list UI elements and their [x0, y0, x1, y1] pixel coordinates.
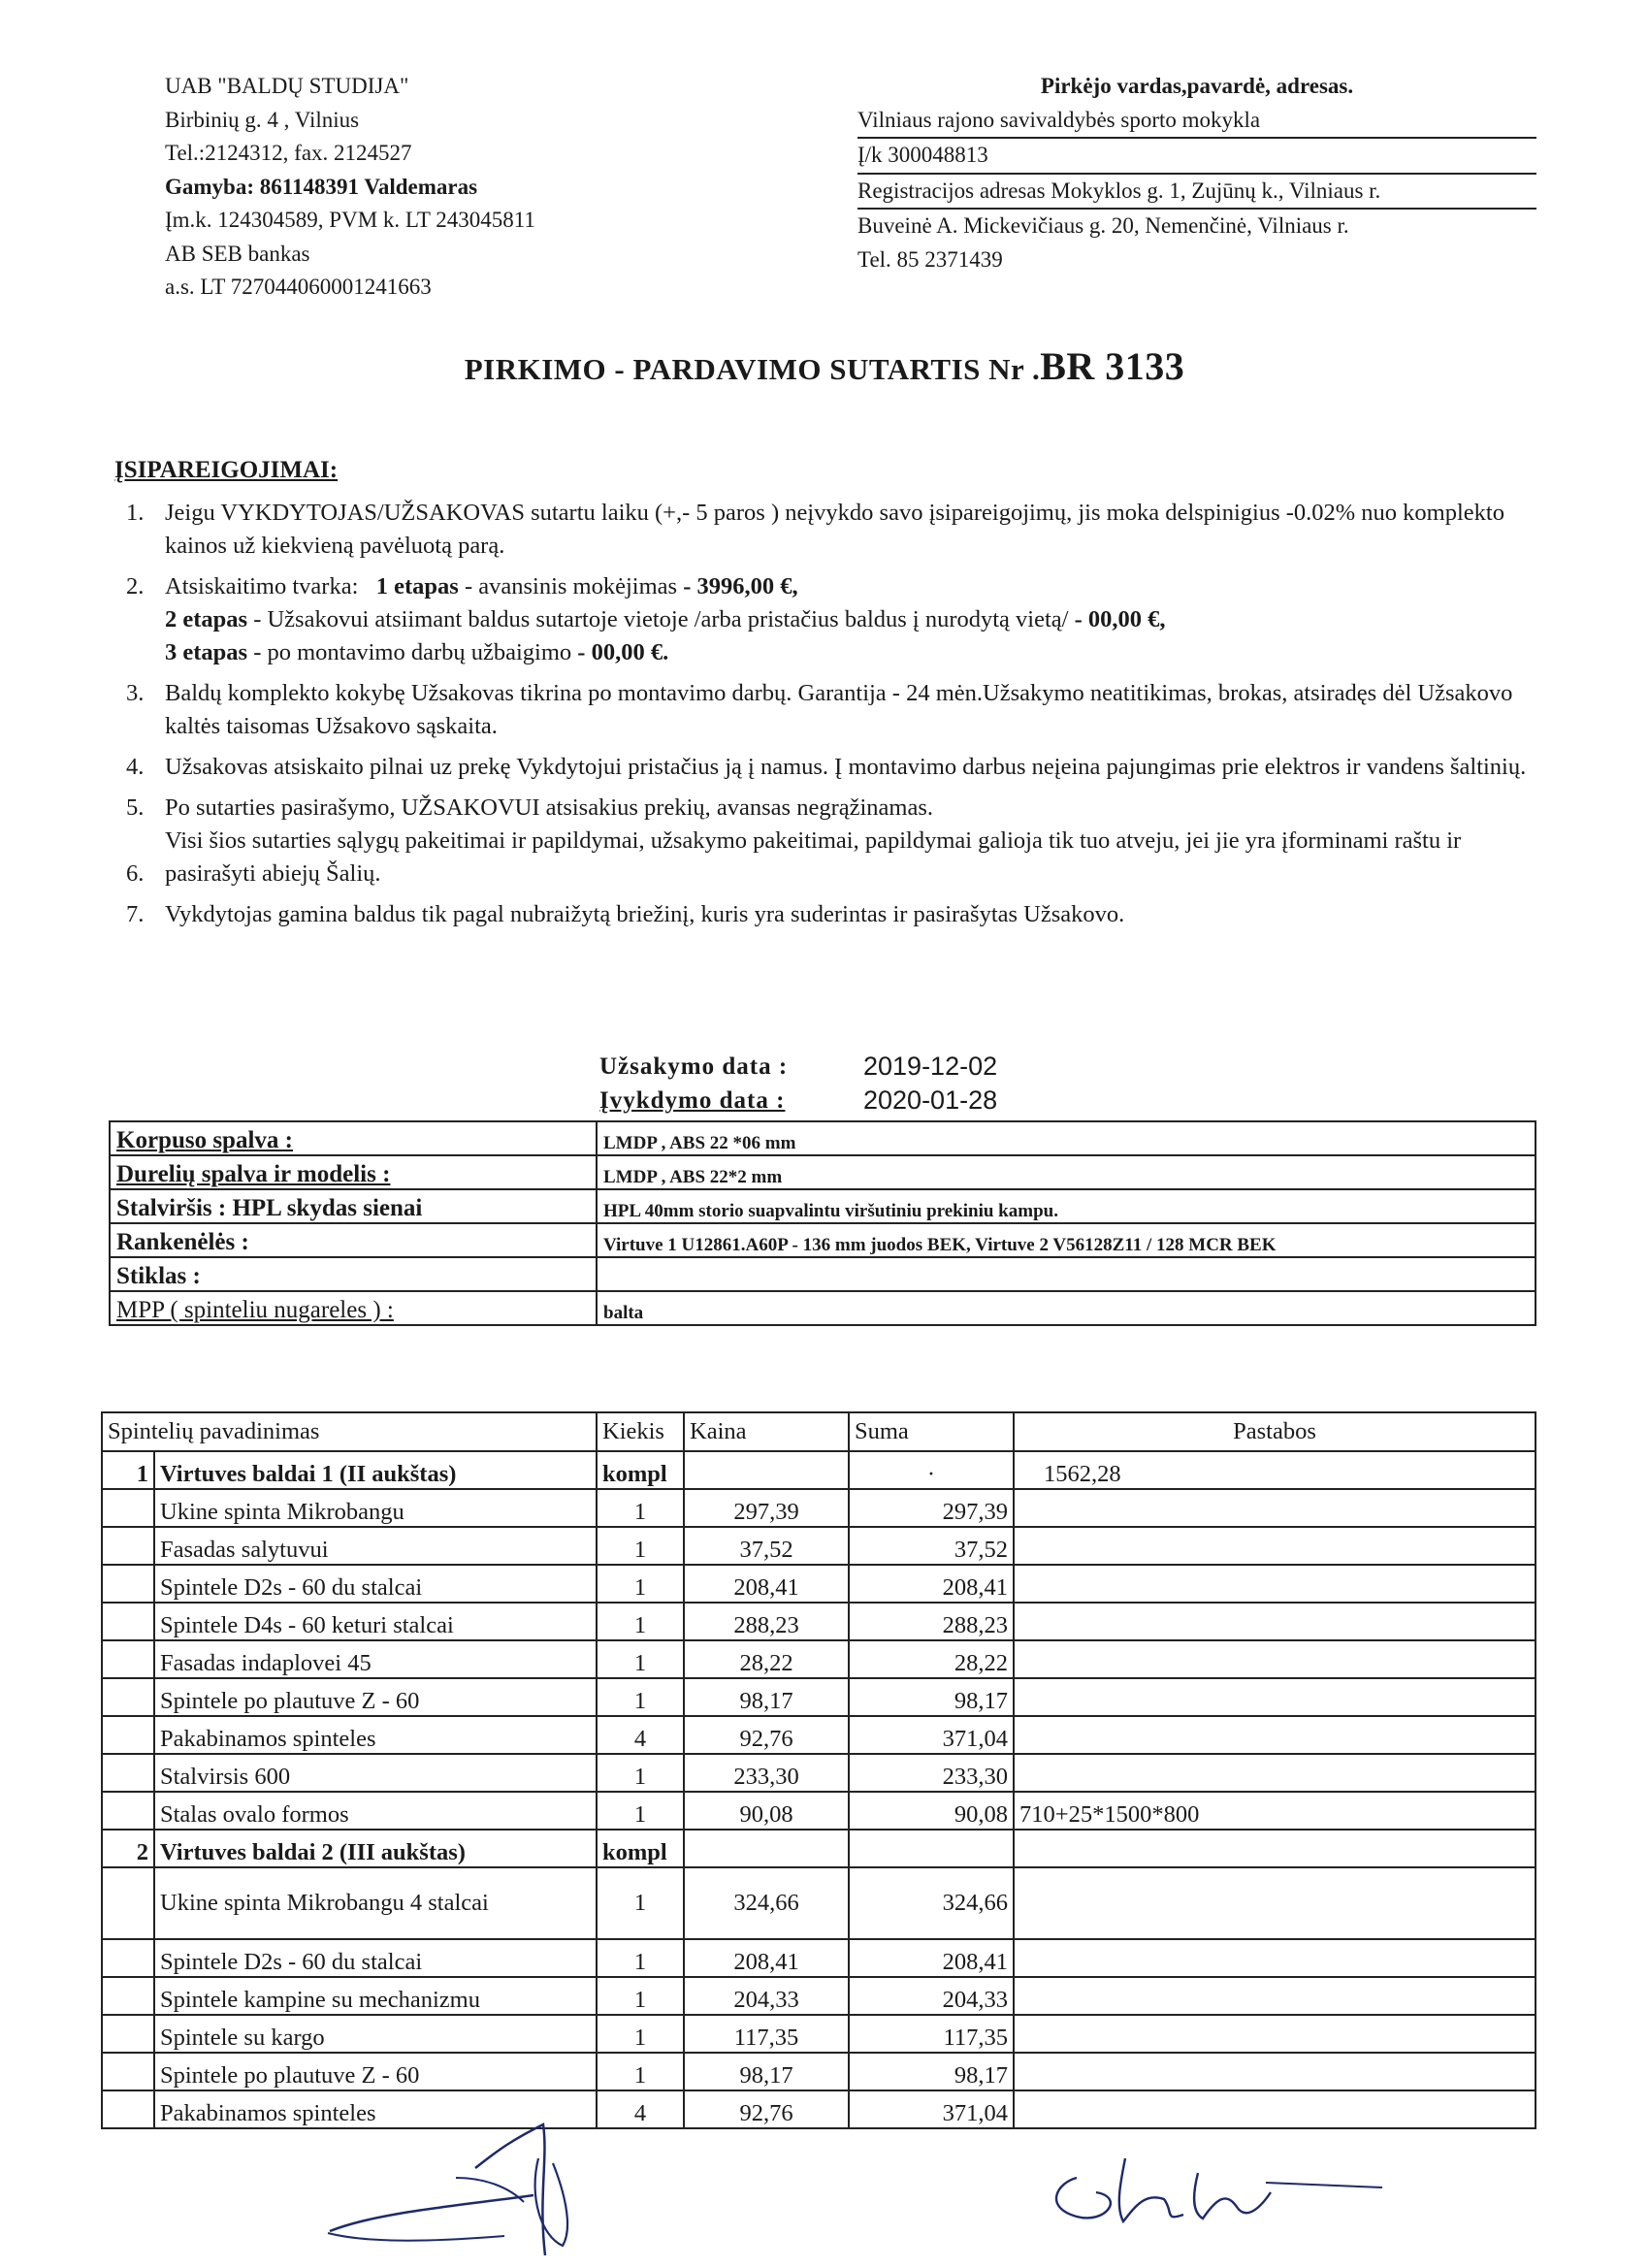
obligation-item: 5. Po sutarties pasirašymo, UŽSAKOVUI atsisakius prekių, avansas negrąžinamas.	[126, 794, 934, 821]
item-price: 28,22	[684, 1640, 849, 1678]
group-sum: ·	[849, 1451, 1014, 1489]
item-note	[1014, 1527, 1536, 1565]
obligations-list	[114, 497, 1550, 939]
row-number	[102, 1678, 154, 1716]
item-qty: 1	[597, 1754, 684, 1792]
item-sum: 117,35	[849, 2015, 1014, 2053]
seller-info	[165, 70, 535, 305]
row-number	[102, 1603, 154, 1640]
item-price: 98,17	[684, 2053, 849, 2090]
item-name: Fasadas indaplovei 45	[154, 1640, 597, 1678]
group-row	[102, 1830, 1536, 1867]
item-name: Ukine spinta Mikrobangu	[154, 1489, 597, 1527]
item-note	[1014, 1603, 1536, 1640]
seller-account: a.s. LT 727044060001241663	[165, 275, 432, 299]
item-note: 710+25*1500*800	[1014, 1792, 1536, 1830]
group-qty: kompl	[597, 1830, 684, 1867]
row-number	[102, 1754, 154, 1792]
buyer-signature	[1018, 2139, 1387, 2246]
contract-title	[0, 343, 1649, 389]
item-price: 233,30	[684, 1754, 849, 1792]
item-name: Stalas ovalo formos	[154, 1792, 597, 1830]
item-sum: 233,30	[849, 1754, 1014, 1792]
item-price: 90,08	[684, 1792, 849, 1830]
buyer-heading: Pirkėjo vardas,pavardė, adresas.	[1040, 74, 1354, 98]
table-row	[102, 1716, 1536, 1754]
items-header-row	[102, 1412, 1536, 1451]
group-price	[684, 1451, 849, 1489]
item-qty: 1	[597, 1939, 684, 1977]
row-number	[102, 1977, 154, 2015]
group-note: 1562,28	[1014, 1451, 1536, 1489]
item-note	[1014, 2090, 1536, 2128]
group-name: Virtuves baldai 2 (III aukštas)	[154, 1830, 597, 1867]
item-sum: 37,52	[849, 1527, 1014, 1565]
spec-row: Durelių spalva ir modelis : LMDP , ABS 22*2 mm	[110, 1155, 1536, 1189]
item-sum: 324,66	[849, 1867, 1014, 1939]
table-row	[102, 1977, 1536, 2015]
seller-phone: Tel.:2124312, fax. 2124527	[165, 141, 412, 165]
seller-signature	[320, 2120, 679, 2265]
obligation-item: 3. Baldų komplekto kokybę Užsakovas tikrina po montavimo darbų. Garantija - 24 mėn.Užsakymo neatitikimas, brokas, atsiradęs dėl Užsakovo kaltės taisomas Užsakovo sąskaita.	[126, 680, 1513, 739]
obligation-item-payment: 2. Atsiskaitimo tvarka: 1 etapas - avansinis mokėjimas - 3996,00 €, 2 etapas - Užsakovui atsiimant baldus sutartoje vietoje /arba pristačius baldus į nurodytą vietą/ - 00,00 €, 3 etapas - po montavimo darbų užbaigimo - 00,00 €.	[126, 573, 1166, 665]
row-number	[102, 1716, 154, 1754]
group-number: 2	[102, 1830, 154, 1867]
item-name: Spintele su kargo	[154, 2015, 597, 2053]
item-qty: 1	[597, 2053, 684, 2090]
item-note	[1014, 1867, 1536, 1939]
group-name: Virtuves baldai 1 (II aukštas)	[154, 1451, 597, 1489]
col-price-header: Kaina	[684, 1412, 849, 1451]
item-price: 92,76	[684, 2090, 849, 2128]
item-sum: 371,04	[849, 1716, 1014, 1754]
item-qty: 4	[597, 2090, 684, 2128]
obligation-item: 6. Visi šios sutarties sąlygų pakeitimai ir papildymai, užsakymo pakeitimai, papildymai galioja tik tuo atveju, jei jie yra įforminami raštu ir pasirašyti abiejų Šalių.	[126, 827, 1462, 887]
item-price: 324,66	[684, 1867, 849, 1939]
group-note	[1014, 1830, 1536, 1867]
item-price: 37,52	[684, 1527, 849, 1565]
buyer-phone: Tel. 85 2371439	[857, 246, 1003, 272]
row-number	[102, 1792, 154, 1830]
spec-row: MPP ( spinteliu nugareles ) : balta	[110, 1291, 1536, 1325]
item-sum: 90,08	[849, 1792, 1014, 1830]
item-price: 204,33	[684, 1977, 849, 2015]
table-row	[102, 1527, 1536, 1565]
col-qty-header: Kiekis	[597, 1412, 684, 1451]
group-price	[684, 1830, 849, 1867]
table-row	[102, 2015, 1536, 2053]
seller-name: UAB "BALDŲ STUDIJA"	[165, 74, 409, 98]
table-row	[102, 1867, 1536, 1939]
item-price: 92,76	[684, 1716, 849, 1754]
item-name: Spintele po plautuve Z - 60	[154, 2053, 597, 2090]
item-qty: 1	[597, 1867, 684, 1939]
order-date-value: 2019-12-02	[863, 1052, 998, 1081]
item-price: 208,41	[684, 1939, 849, 1977]
row-number	[102, 1939, 154, 1977]
item-name: Fasadas salytuvui	[154, 1527, 597, 1565]
row-number	[102, 1527, 154, 1565]
spec-row: Stiklas :	[110, 1257, 1536, 1291]
item-qty: 1	[597, 1678, 684, 1716]
table-row	[102, 1489, 1536, 1527]
item-name: Pakabinamos spinteles	[154, 1716, 597, 1754]
item-name: Pakabinamos spinteles	[154, 2090, 597, 2128]
item-name: Spintele D4s - 60 keturi stalcai	[154, 1603, 597, 1640]
item-sum: 28,22	[849, 1640, 1014, 1678]
item-sum: 288,23	[849, 1603, 1014, 1640]
obligation-item: 4. Užsakovas atsiskaito pilnai uz prekę Vykdytojui pristačius ją į namus. Į montavimo darbus neįeina pajungimas prie elektros ir vandens šaltinių.	[126, 754, 1527, 780]
item-qty: 1	[597, 1640, 684, 1678]
item-note	[1014, 1977, 1536, 2015]
item-price: 208,41	[684, 1565, 849, 1603]
item-qty: 4	[597, 1716, 684, 1754]
obligation-item: 1. Jeigu VYKDYTOJAS/UŽSAKOVAS sutartu laiku (+,- 5 paros ) neįvykdo savo įsipareigojimų, jis moka delspinigius -0.02% nuo komplekto kainos už kiekvieną pavėluotą parą.	[126, 500, 1504, 559]
order-date-label: Užsakymo data :	[599, 1053, 789, 1080]
item-name: Ukine spinta Mikrobangu 4 stalcai	[154, 1867, 597, 1939]
row-number	[102, 1489, 154, 1527]
row-number	[102, 2015, 154, 2053]
buyer-office-address: Buveinė A. Mickevičiaus g. 20, Nemenčinė, Vilniaus r.	[857, 213, 1349, 238]
group-number: 1	[102, 1451, 154, 1489]
table-row	[102, 1603, 1536, 1640]
table-row	[102, 1678, 1536, 1716]
table-row	[102, 1565, 1536, 1603]
item-qty: 1	[597, 1565, 684, 1603]
item-note	[1014, 1678, 1536, 1716]
item-note	[1014, 1640, 1536, 1678]
items-table	[101, 1411, 1536, 2129]
row-number	[102, 2090, 154, 2128]
seller-address: Birbinių g. 4 , Vilnius	[165, 107, 360, 132]
contract-number: BR 3133	[1040, 344, 1185, 388]
item-note	[1014, 1489, 1536, 1527]
contract-title-text: PIRKIMO - PARDAVIMO SUTARTIS Nr .	[464, 352, 1041, 386]
spec-row: Rankenėlės : Virtuve 1 U12861.A60P - 136 mm juodos BEK, Virtuve 2 V56128Z11 / 128 MCR BEK	[110, 1223, 1536, 1257]
spec-table	[109, 1120, 1536, 1326]
item-note	[1014, 1716, 1536, 1754]
group-row	[102, 1451, 1536, 1489]
table-row	[102, 2090, 1536, 2128]
table-row	[102, 2053, 1536, 2090]
item-note	[1014, 2015, 1536, 2053]
seller-bank: AB SEB bankas	[165, 241, 310, 266]
item-name: Spintele kampine su mechanizmu	[154, 1977, 597, 2015]
col-note-header: Pastabos	[1014, 1412, 1536, 1451]
item-price: 288,23	[684, 1603, 849, 1640]
item-sum: 204,33	[849, 1977, 1014, 2015]
row-number	[102, 1867, 154, 1939]
item-qty: 1	[597, 2015, 684, 2053]
item-qty: 1	[597, 1792, 684, 1830]
item-price: 117,35	[684, 2015, 849, 2053]
spec-row: Korpuso spalva : LMDP , ABS 22 *06 mm	[110, 1121, 1536, 1155]
item-sum: 297,39	[849, 1489, 1014, 1527]
due-date-label: Įvykdymo data :	[599, 1087, 786, 1114]
due-date-value: 2020-01-28	[863, 1085, 998, 1115]
group-qty: kompl	[597, 1451, 684, 1489]
table-row	[102, 1640, 1536, 1678]
buyer-name: Vilniaus rajono savivaldybės sporto mokykla	[857, 104, 1536, 140]
item-note	[1014, 2053, 1536, 2090]
item-qty: 1	[597, 1527, 684, 1565]
row-number	[102, 1640, 154, 1678]
order-dates	[599, 1050, 997, 1118]
item-sum: 208,41	[849, 1565, 1014, 1603]
item-name: Spintele D2s - 60 du stalcai	[154, 1565, 597, 1603]
row-number	[102, 1565, 154, 1603]
table-row	[102, 1754, 1536, 1792]
item-name: Spintele po plautuve Z - 60	[154, 1678, 597, 1716]
col-name-header: Spintelių pavadinimas	[102, 1412, 597, 1451]
col-sum-header: Suma	[849, 1412, 1014, 1451]
item-name: Spintele D2s - 60 du stalcai	[154, 1939, 597, 1977]
obligation-item: 7. Vykdytojas gamina baldus tik pagal nubraižytą briežinį, kuris yra suderintas ir pasirašytas Užsakovo.	[126, 901, 1125, 927]
row-number	[102, 2053, 154, 2090]
table-row	[102, 1939, 1536, 1977]
item-name: Stalvirsis 600	[154, 1754, 597, 1792]
item-note	[1014, 1565, 1536, 1603]
item-sum: 208,41	[849, 1939, 1014, 1977]
spec-row: Stalviršis : HPL skydas sienai HPL 40mm storio suapvalintu viršutiniu prekiniu kampu.	[110, 1189, 1536, 1223]
item-sum: 371,04	[849, 2090, 1014, 2128]
item-price: 297,39	[684, 1489, 849, 1527]
item-qty: 1	[597, 1603, 684, 1640]
item-note	[1014, 1939, 1536, 1977]
item-note	[1014, 1754, 1536, 1792]
item-qty: 1	[597, 1977, 684, 2015]
item-sum: 98,17	[849, 2053, 1014, 2090]
item-price: 98,17	[684, 1678, 849, 1716]
seller-production: Gamyba: 861148391 Valdemaras	[165, 174, 478, 199]
item-sum: 98,17	[849, 1678, 1014, 1716]
table-row	[102, 1792, 1536, 1830]
buyer-code: Į/k 300048813	[857, 139, 1536, 175]
buyer-registration-address: Registracijos adresas Mokyklos g. 1, Zujūnų k., Vilniaus r.	[857, 175, 1536, 211]
group-sum	[849, 1830, 1014, 1867]
obligations-heading: ĮSIPAREIGOJIMAI:	[114, 457, 339, 483]
seller-company-code: Įm.k. 124304589, PVM k. LT 243045811	[165, 208, 535, 232]
item-qty: 1	[597, 1489, 684, 1527]
buyer-info	[857, 70, 1536, 276]
